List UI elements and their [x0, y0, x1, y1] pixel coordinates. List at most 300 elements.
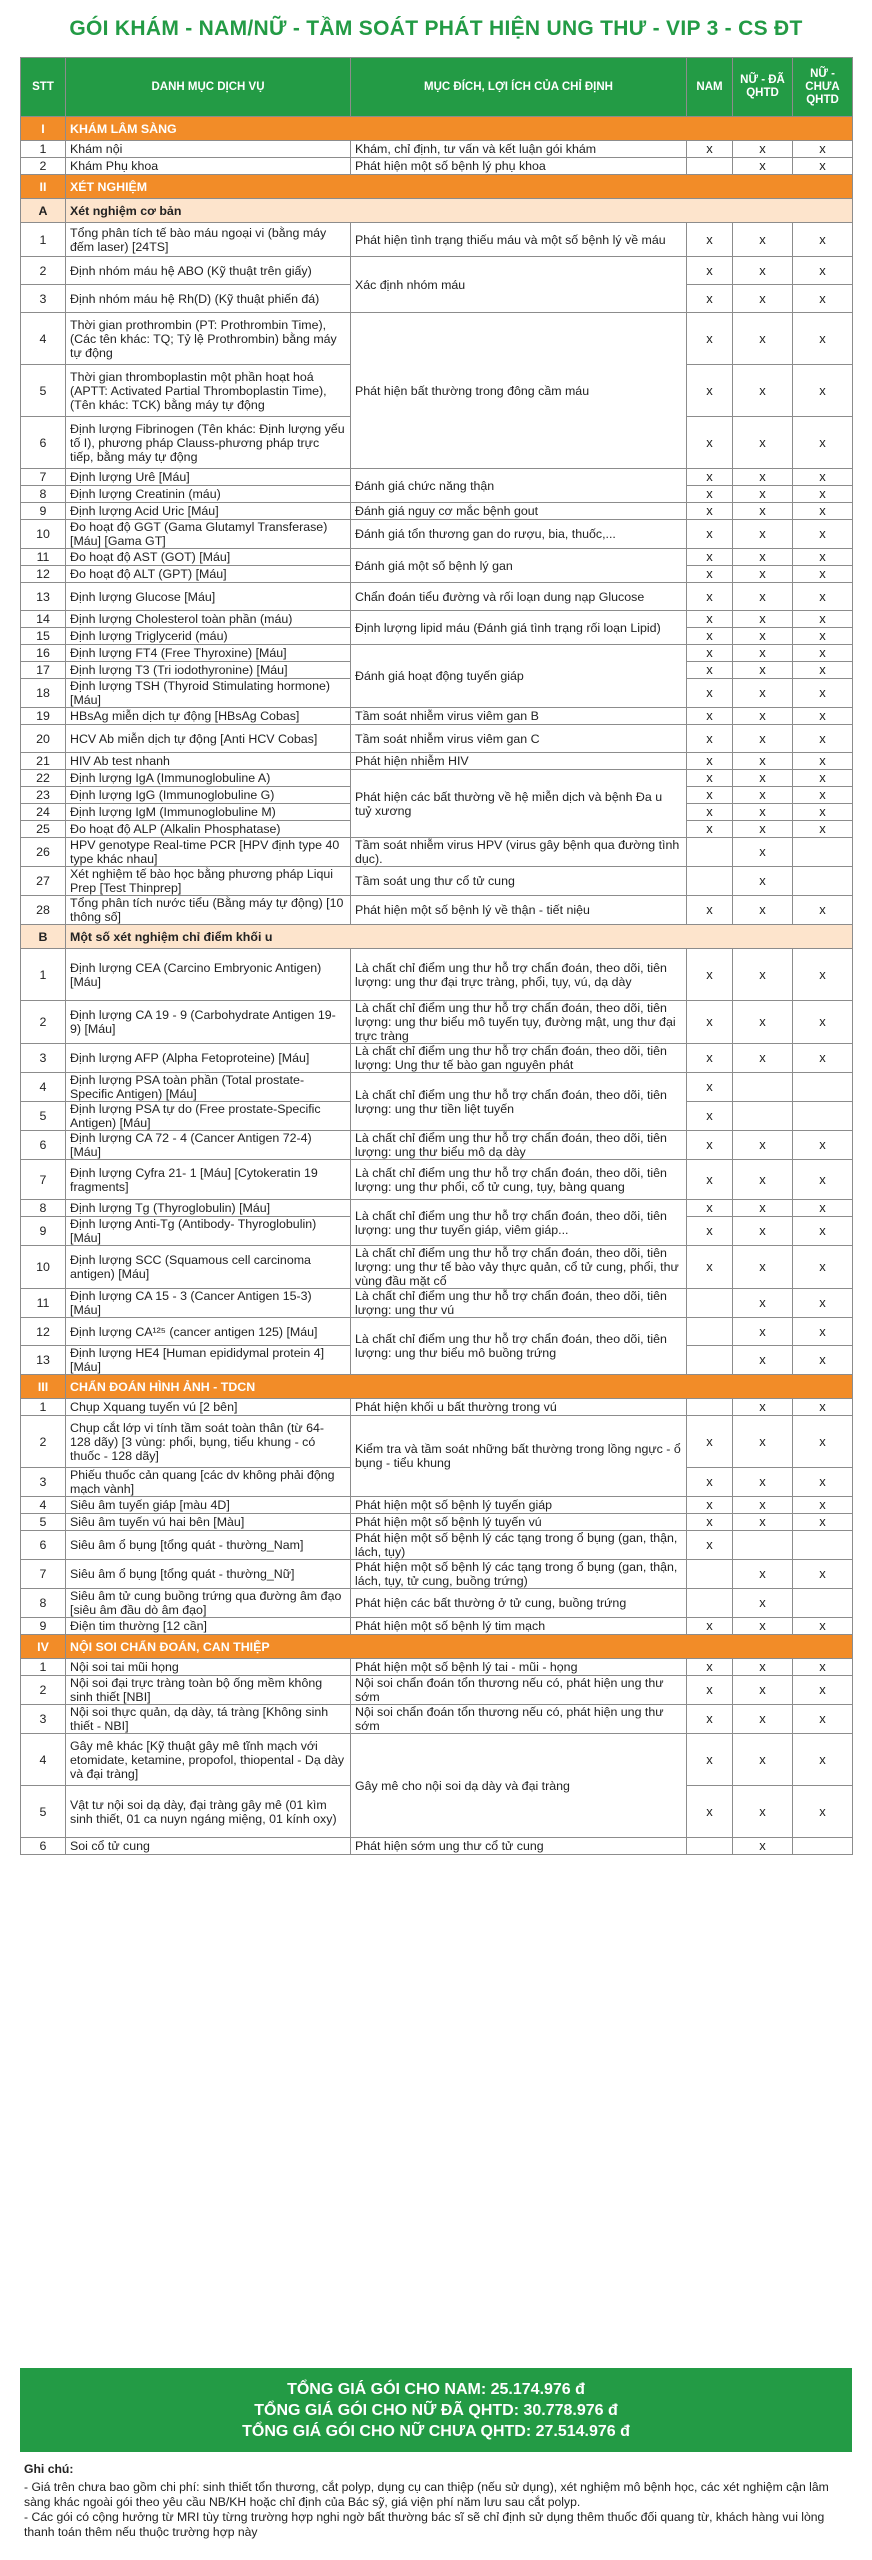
row-number: 12: [21, 1318, 66, 1346]
header-nu-da-qhtd: NỮ - ĐÃ QHTD: [733, 58, 793, 117]
mark-nu-da-qhtd: x: [733, 804, 793, 821]
service-name: Nội soi thực quản, dạ dày, tá tràng [Không sinh thiết - NBI]: [66, 1705, 351, 1734]
service-name: Định lượng Anti-Tg (Antibody- Thyroglobulin) [Máu]: [66, 1217, 351, 1246]
service-name: Phiếu thuốc cản quang [các dv không phải động mạch vành]: [66, 1468, 351, 1497]
mark-nu-chua-qhtd: x: [793, 285, 853, 313]
mark-nu-da-qhtd: x: [733, 1468, 793, 1497]
mark-nu-chua-qhtd: x: [793, 821, 853, 838]
section-number: I: [21, 117, 66, 141]
total-price-box: [20, 2368, 852, 2452]
section-number: B: [21, 925, 66, 949]
mark-nu-da-qhtd: x: [733, 662, 793, 679]
mark-nam: x: [687, 645, 733, 662]
mark-nam: [687, 1318, 733, 1346]
mark-nu-chua-qhtd: x: [793, 1560, 853, 1589]
service-name: Gây mê khác [Kỹ thuật gây mê tĩnh mạch với etomidate, ketamine, propofol, thiopental - Dạ dày và đại tràng]: [66, 1734, 351, 1786]
mark-nam: [687, 1289, 733, 1318]
table-header-row: [21, 58, 853, 117]
row-number: 3: [21, 285, 66, 313]
mark-nu-chua-qhtd: x: [793, 520, 853, 549]
mark-nu-chua-qhtd: x: [793, 645, 853, 662]
service-name: Đo hoạt độ AST (GOT) [Máu]: [66, 549, 351, 566]
service-name: Định lượng PSA tự do (Free prostate-Specific Antigen) [Máu]: [66, 1102, 351, 1131]
mark-nam: x: [687, 503, 733, 520]
service-table: [20, 57, 853, 1855]
service-purpose: Là chất chỉ điểm ung thư hỗ trợ chẩn đoán, theo dõi, tiên lượng: ung thư phổi, cổ tử cung, tụy, bàng quang: [351, 1160, 687, 1200]
row-number: 4: [21, 1734, 66, 1786]
row-number: 4: [21, 1497, 66, 1514]
mark-nam: [687, 1399, 733, 1416]
mark-nam: x: [687, 1734, 733, 1786]
service-name: Siêu âm tử cung buồng trứng qua đường âm đạo [siêu âm đầu dò âm đạo]: [66, 1589, 351, 1618]
service-row: [21, 1289, 853, 1318]
mark-nu-da-qhtd: x: [733, 417, 793, 469]
service-row: [21, 158, 853, 175]
mark-nam: x: [687, 566, 733, 583]
header-nam: NAM: [687, 58, 733, 117]
mark-nu-da-qhtd: x: [733, 257, 793, 285]
row-number: 1: [21, 223, 66, 257]
mark-nam: x: [687, 223, 733, 257]
mark-nu-chua-qhtd: x: [793, 1200, 853, 1217]
service-name: Định lượng SCC (Squamous cell carcinoma antigen) [Máu]: [66, 1246, 351, 1289]
mark-nam: x: [687, 804, 733, 821]
service-name: Tổng phân tích nước tiểu (Bằng máy tự động) [10 thông số]: [66, 896, 351, 925]
service-name: Đo hoạt độ GGT (Gama Glutamyl Transferase) [Máu] [Gama GT]: [66, 520, 351, 549]
row-number: 14: [21, 611, 66, 628]
service-row: [21, 1416, 853, 1468]
mark-nam: [687, 158, 733, 175]
mark-nu-chua-qhtd: [793, 1531, 853, 1560]
service-name: Định lượng Tg (Thyroglobulin) [Máu]: [66, 1200, 351, 1217]
row-number: 15: [21, 628, 66, 645]
service-purpose: Là chất chỉ điểm ung thư hỗ trợ chẩn đoán, theo dõi, tiên lượng: ung thư tiền liệt tuyến: [351, 1073, 687, 1131]
header-nu-chua-qhtd: NỮ - CHƯA QHTD: [793, 58, 853, 117]
row-number: 22: [21, 770, 66, 787]
row-number: 7: [21, 1560, 66, 1589]
row-number: 4: [21, 1073, 66, 1102]
service-purpose: Phát hiện một số bệnh lý tim mạch: [351, 1618, 687, 1635]
mark-nam: x: [687, 1001, 733, 1044]
row-number: 26: [21, 838, 66, 867]
service-name: Định lượng Cyfra 21- 1 [Máu] [Cytokeratin 19 fragments]: [66, 1160, 351, 1200]
mark-nu-chua-qhtd: x: [793, 566, 853, 583]
service-row: [21, 520, 853, 549]
service-row: [21, 708, 853, 725]
service-name: Định lượng CA 15 - 3 (Cancer Antigen 15-3) [Máu]: [66, 1289, 351, 1318]
mark-nu-chua-qhtd: x: [793, 141, 853, 158]
mark-nu-da-qhtd: x: [733, 313, 793, 365]
service-name: Định lượng Glucose [Máu]: [66, 583, 351, 611]
mark-nu-chua-qhtd: x: [793, 1318, 853, 1346]
mark-nu-chua-qhtd: x: [793, 804, 853, 821]
row-number: 8: [21, 1589, 66, 1618]
mark-nam: x: [687, 1200, 733, 1217]
row-number: 17: [21, 662, 66, 679]
mark-nu-da-qhtd: x: [733, 1416, 793, 1468]
service-name: HIV Ab test nhanh: [66, 753, 351, 770]
row-number: 16: [21, 645, 66, 662]
mark-nu-da-qhtd: x: [733, 725, 793, 753]
service-purpose: Là chất chỉ điểm ung thư hỗ trợ chẩn đoán, theo dõi, tiên lượng: Ung thư tế bào gan nguyên phát: [351, 1044, 687, 1073]
service-row: [21, 1131, 853, 1160]
mark-nu-chua-qhtd: x: [793, 1705, 853, 1734]
section-title: XÉT NGHIỆM: [66, 175, 853, 199]
mark-nu-chua-qhtd: [793, 1102, 853, 1131]
row-number: 27: [21, 867, 66, 896]
mark-nu-da-qhtd: x: [733, 1346, 793, 1375]
mark-nam: x: [687, 787, 733, 804]
row-number: 9: [21, 503, 66, 520]
mark-nu-da-qhtd: x: [733, 285, 793, 313]
mark-nam: x: [687, 1131, 733, 1160]
service-purpose: Khám, chỉ định, tư vấn và kết luận gói khám: [351, 141, 687, 158]
service-name: Siêu âm ổ bụng [tổng quát - thường_Nữ]: [66, 1560, 351, 1589]
mark-nam: [687, 867, 733, 896]
row-number: 8: [21, 486, 66, 503]
mark-nu-chua-qhtd: x: [793, 1676, 853, 1705]
service-name: Điện tim thường [12 cần]: [66, 1618, 351, 1635]
row-number: 2: [21, 1676, 66, 1705]
mark-nu-chua-qhtd: x: [793, 158, 853, 175]
mark-nu-da-qhtd: x: [733, 628, 793, 645]
mark-nu-chua-qhtd: x: [793, 1468, 853, 1497]
service-row: [21, 1001, 853, 1044]
mark-nam: x: [687, 549, 733, 566]
service-row: [21, 611, 853, 628]
mark-nam: x: [687, 469, 733, 486]
mark-nu-da-qhtd: [733, 1531, 793, 1560]
mark-nam: x: [687, 753, 733, 770]
section-number: IV: [21, 1635, 66, 1659]
mark-nu-da-qhtd: x: [733, 1734, 793, 1786]
row-number: 10: [21, 520, 66, 549]
mark-nu-chua-qhtd: x: [793, 770, 853, 787]
mark-nu-da-qhtd: x: [733, 223, 793, 257]
service-row: [21, 583, 853, 611]
mark-nu-da-qhtd: x: [733, 1399, 793, 1416]
row-number: 3: [21, 1468, 66, 1497]
service-name: Vật tư nội soi dạ dày, đại tràng gây mê (01 kìm sinh thiết, 01 ca nuyn ngáng miệng, 01 kính oxy): [66, 1786, 351, 1838]
total-price-nu-chua-qhtd: TỔNG GIÁ GÓI CHO NỮ CHƯA QHTD: 27.514.976 đ: [242, 2422, 630, 2440]
row-number: 25: [21, 821, 66, 838]
mark-nam: x: [687, 949, 733, 1001]
section-header-row: [21, 175, 853, 199]
mark-nu-da-qhtd: x: [733, 867, 793, 896]
mark-nu-da-qhtd: x: [733, 770, 793, 787]
service-name: Định lượng T3 (Tri iodothyronine) [Máu]: [66, 662, 351, 679]
service-purpose: Là chất chỉ điểm ung thư hỗ trợ chẩn đoán, theo dõi, tiên lượng: ung thư biểu mô dạ dày: [351, 1131, 687, 1160]
mark-nu-chua-qhtd: x: [793, 1131, 853, 1160]
mark-nam: x: [687, 520, 733, 549]
mark-nu-da-qhtd: x: [733, 1560, 793, 1589]
row-number: 19: [21, 708, 66, 725]
service-purpose: Là chất chỉ điểm ung thư hỗ trợ chẩn đoán, theo dõi, tiên lượng: ung thư đại trực tràng, phổi, tụy, vú, dạ dày: [351, 949, 687, 1001]
mark-nu-da-qhtd: x: [733, 679, 793, 708]
service-row: [21, 1399, 853, 1416]
service-row: [21, 896, 853, 925]
row-number: 28: [21, 896, 66, 925]
section-title: Một số xét nghiệm chỉ điểm khối u: [66, 925, 853, 949]
header-purpose: MỤC ĐÍCH, LỢI ÍCH CỦA CHỈ ĐỊNH: [351, 58, 687, 117]
mark-nam: x: [687, 486, 733, 503]
service-name: Định lượng CA 72 - 4 (Cancer Antigen 72-4) [Máu]: [66, 1131, 351, 1160]
mark-nam: x: [687, 1217, 733, 1246]
mark-nu-da-qhtd: x: [733, 1246, 793, 1289]
mark-nam: x: [687, 770, 733, 787]
mark-nu-da-qhtd: x: [733, 838, 793, 867]
service-purpose: Phát hiện các bất thường về hệ miễn dịch và bệnh Đa u tuỷ xương: [351, 770, 687, 838]
service-row: [21, 1589, 853, 1618]
service-name: Khám nội: [66, 141, 351, 158]
service-purpose: Phát hiện một số bệnh lý các tạng trong ổ bụng (gan, thận, lách, tụy): [351, 1531, 687, 1560]
mark-nam: x: [687, 1497, 733, 1514]
mark-nu-da-qhtd: x: [733, 1131, 793, 1160]
mark-nu-chua-qhtd: x: [793, 1416, 853, 1468]
mark-nam: x: [687, 1705, 733, 1734]
service-row: [21, 1514, 853, 1531]
mark-nu-chua-qhtd: x: [793, 896, 853, 925]
mark-nam: [687, 1346, 733, 1375]
mark-nam: x: [687, 725, 733, 753]
section-title: CHẨN ĐOÁN HÌNH ẢNH - TDCN: [66, 1375, 853, 1399]
service-row: [21, 1497, 853, 1514]
service-purpose: Phát hiện một số bệnh lý tuyến vú: [351, 1514, 687, 1531]
mark-nu-chua-qhtd: [793, 838, 853, 867]
mark-nam: x: [687, 1073, 733, 1102]
mark-nu-da-qhtd: x: [733, 1786, 793, 1838]
service-purpose: Kiểm tra và tầm soát những bất thường trong lồng ngực - ổ bụng - tiểu khung: [351, 1416, 687, 1497]
mark-nu-chua-qhtd: x: [793, 1346, 853, 1375]
service-row: [21, 753, 853, 770]
row-number: 20: [21, 725, 66, 753]
service-name: Định lượng CA¹²⁵ (cancer antigen 125) [Máu]: [66, 1318, 351, 1346]
service-name: Định lượng HE4 [Human epididymal protein 4] [Máu]: [66, 1346, 351, 1375]
service-row: [21, 867, 853, 896]
mark-nu-chua-qhtd: x: [793, 725, 853, 753]
mark-nam: x: [687, 141, 733, 158]
service-name: HCV Ab miễn dịch tự động [Anti HCV Cobas]: [66, 725, 351, 753]
row-number: 5: [21, 1514, 66, 1531]
mark-nu-da-qhtd: x: [733, 1200, 793, 1217]
service-row: [21, 257, 853, 285]
service-purpose: Tầm soát ung thư cổ tử cung: [351, 867, 687, 896]
table-body: [21, 117, 853, 1855]
mark-nu-chua-qhtd: x: [793, 1618, 853, 1635]
mark-nu-chua-qhtd: x: [793, 313, 853, 365]
service-name: Định lượng Creatinin (máu): [66, 486, 351, 503]
mark-nam: x: [687, 417, 733, 469]
row-number: 2: [21, 158, 66, 175]
mark-nu-chua-qhtd: x: [793, 223, 853, 257]
service-row: [21, 645, 853, 662]
mark-nu-chua-qhtd: x: [793, 753, 853, 770]
mark-nu-chua-qhtd: x: [793, 679, 853, 708]
mark-nu-chua-qhtd: x: [793, 1001, 853, 1044]
row-number: 6: [21, 1838, 66, 1855]
service-name: Định lượng CEA (Carcino Embryonic Antigen) [Máu]: [66, 949, 351, 1001]
mark-nu-da-qhtd: x: [733, 1160, 793, 1200]
service-row: [21, 949, 853, 1001]
service-name: Nội soi tai mũi họng: [66, 1659, 351, 1676]
service-purpose: Phát hiện sớm ung thư cổ tử cung: [351, 1838, 687, 1855]
mark-nu-chua-qhtd: x: [793, 549, 853, 566]
row-number: 24: [21, 804, 66, 821]
service-purpose: Phát hiện các bất thường ở tử cung, buồng trứng: [351, 1589, 687, 1618]
service-name: Chụp Xquang tuyến vú [2 bên]: [66, 1399, 351, 1416]
service-row: [21, 1560, 853, 1589]
mark-nam: x: [687, 583, 733, 611]
mark-nu-chua-qhtd: x: [793, 365, 853, 417]
service-row: [21, 770, 853, 787]
row-number: 5: [21, 365, 66, 417]
mark-nu-chua-qhtd: x: [793, 949, 853, 1001]
row-number: 2: [21, 1001, 66, 1044]
mark-nu-da-qhtd: x: [733, 1001, 793, 1044]
service-purpose: Phát hiện một số bệnh lý tuyến giáp: [351, 1497, 687, 1514]
service-purpose: Gây mê cho nội soi dạ dày và đại tràng: [351, 1734, 687, 1838]
mark-nu-da-qhtd: x: [733, 365, 793, 417]
service-row: [21, 1531, 853, 1560]
mark-nu-chua-qhtd: x: [793, 1399, 853, 1416]
service-purpose: Phát hiện bất thường trong đông cầm máu: [351, 313, 687, 469]
row-number: 7: [21, 469, 66, 486]
mark-nu-chua-qhtd: x: [793, 662, 853, 679]
service-name: Xét nghiệm tế bào học bằng phương pháp Liqui Prep [Test Thinprep]: [66, 867, 351, 896]
section-title: KHÁM LÂM SÀNG: [66, 117, 853, 141]
mark-nu-da-qhtd: x: [733, 821, 793, 838]
mark-nam: x: [687, 1468, 733, 1497]
mark-nam: x: [687, 1246, 733, 1289]
subsection-header-row: [21, 925, 853, 949]
service-purpose: Đánh giá chức năng thận: [351, 469, 687, 503]
total-price-nam: TỔNG GIÁ GÓI CHO NAM: 25.174.976 đ: [287, 2380, 585, 2398]
mark-nu-da-qhtd: x: [733, 1659, 793, 1676]
mark-nu-chua-qhtd: [793, 867, 853, 896]
service-name: HBsAg miễn dịch tự động [HBsAg Cobas]: [66, 708, 351, 725]
service-purpose: Đánh giá hoạt động tuyến giáp: [351, 645, 687, 708]
row-number: 2: [21, 1416, 66, 1468]
mark-nu-da-qhtd: x: [733, 1044, 793, 1073]
service-row: [21, 1160, 853, 1200]
service-purpose: Đánh giá một số bệnh lý gan: [351, 549, 687, 583]
service-purpose: Là chất chỉ điểm ung thư hỗ trợ chẩn đoán, theo dõi, tiên lượng: ung thư tuyến giáp, viêm giáp...: [351, 1200, 687, 1246]
section-header-row: [21, 1635, 853, 1659]
mark-nu-chua-qhtd: x: [793, 257, 853, 285]
mark-nam: x: [687, 896, 733, 925]
service-row: [21, 1200, 853, 1217]
mark-nu-da-qhtd: x: [733, 753, 793, 770]
mark-nam: x: [687, 257, 733, 285]
header-stt: STT: [21, 58, 66, 117]
mark-nu-chua-qhtd: [793, 1589, 853, 1618]
mark-nu-chua-qhtd: [793, 1838, 853, 1855]
service-name: Định lượng TSH (Thyroid Stimulating hormone) [Máu]: [66, 679, 351, 708]
service-name: Chụp cắt lớp vi tính tầm soát toàn thân (từ 64- 128 dãy) [3 vùng: phổi, bụng, tiểu khung - có thuốc - 128 dãy]: [66, 1416, 351, 1468]
mark-nam: x: [687, 1514, 733, 1531]
mark-nu-da-qhtd: x: [733, 583, 793, 611]
service-row: [21, 503, 853, 520]
service-row: [21, 1705, 853, 1734]
mark-nu-da-qhtd: x: [733, 1217, 793, 1246]
service-row: [21, 1659, 853, 1676]
mark-nu-da-qhtd: x: [733, 1838, 793, 1855]
row-number: 6: [21, 1131, 66, 1160]
mark-nu-da-qhtd: x: [733, 469, 793, 486]
mark-nam: [687, 838, 733, 867]
mark-nam: x: [687, 708, 733, 725]
row-number: 4: [21, 313, 66, 365]
service-name: Định lượng Cholesterol toàn phần (máu): [66, 611, 351, 628]
mark-nu-da-qhtd: x: [733, 645, 793, 662]
mark-nam: x: [687, 821, 733, 838]
row-number: 3: [21, 1044, 66, 1073]
mark-nam: x: [687, 1659, 733, 1676]
mark-nu-da-qhtd: x: [733, 787, 793, 804]
service-name: Định lượng IgG (Immunoglobuline G): [66, 787, 351, 804]
mark-nu-da-qhtd: x: [733, 141, 793, 158]
service-name: Nội soi đại trực tràng toàn bộ ống mềm không sinh thiết [NBI]: [66, 1676, 351, 1705]
service-purpose: Phát hiện tình trạng thiếu máu và một số bệnh lý về máu: [351, 223, 687, 257]
service-name: Đo hoạt độ ALP (Alkalin Phosphatase): [66, 821, 351, 838]
mark-nam: x: [687, 662, 733, 679]
service-row: [21, 1676, 853, 1705]
mark-nu-chua-qhtd: [793, 1073, 853, 1102]
note-line: - Giá trên chưa bao gồm chi phí: sinh thiết tổn thương, cắt polyp, dụng cụ can thiệp (nếu sử dụng), xét nghiệm mô bệnh học, các xét nghiệm cận lâm sàng khác ngoài gói theo yêu cầu NB/KH hoặc chỉ định của Bác sỹ, giá viện phí năm lưu sau cắt polyp.: [24, 2480, 829, 2509]
service-row: [21, 1838, 853, 1855]
row-number: 13: [21, 1346, 66, 1375]
mark-nu-chua-qhtd: x: [793, 417, 853, 469]
service-name: Định lượng Fibrinogen (Tên khác: Định lượng yếu tố I), phương pháp Clauss-phương pháp trực tiếp, bằng máy tự động: [66, 417, 351, 469]
mark-nu-chua-qhtd: x: [793, 1497, 853, 1514]
row-number: 5: [21, 1102, 66, 1131]
service-name: Định nhóm máu hệ ABO (Kỹ thuật trên giấy): [66, 257, 351, 285]
row-number: 10: [21, 1246, 66, 1289]
section-title: Xét nghiệm cơ bản: [66, 199, 853, 223]
notes: [24, 2462, 850, 2540]
service-name: Định lượng IgM (Immunoglobuline M): [66, 804, 351, 821]
service-purpose: Xác định nhóm máu: [351, 257, 687, 313]
note-line: - Các gói có cộng hưởng từ MRI tùy từng trường hợp nghi ngờ bất thường bác sĩ sẽ chỉ định sử dụng thêm thuốc đối quang từ, khách hàng vui lòng thanh toán thêm nếu thuộc trường hợp này: [24, 2510, 825, 2539]
row-number: 13: [21, 583, 66, 611]
row-number: 6: [21, 417, 66, 469]
mark-nu-da-qhtd: x: [733, 896, 793, 925]
service-row: [21, 469, 853, 486]
section-number: II: [21, 175, 66, 199]
service-row: [21, 1246, 853, 1289]
mark-nu-da-qhtd: x: [733, 503, 793, 520]
mark-nam: x: [687, 1618, 733, 1635]
page-title: GÓI KHÁM - NAM/NỮ - TẦM SOÁT PHÁT HIỆN UNG THƯ - VIP 3 - CS ĐT: [69, 17, 803, 40]
service-row: [21, 1044, 853, 1073]
mark-nam: x: [687, 679, 733, 708]
row-number: 3: [21, 1705, 66, 1734]
mark-nam: x: [687, 1531, 733, 1560]
mark-nu-da-qhtd: x: [733, 1497, 793, 1514]
mark-nu-da-qhtd: x: [733, 1618, 793, 1635]
row-number: 2: [21, 257, 66, 285]
section-header-row: [21, 117, 853, 141]
mark-nu-chua-qhtd: x: [793, 1217, 853, 1246]
mark-nu-da-qhtd: x: [733, 949, 793, 1001]
service-purpose: Là chất chỉ điểm ung thư hỗ trợ chẩn đoán, theo dõi, tiên lượng: ung thư biểu mô buồng trứng: [351, 1318, 687, 1375]
subsection-header-row: [21, 199, 853, 223]
service-purpose: Phát hiện một số bệnh lý tai - mũi - họng: [351, 1659, 687, 1676]
mark-nu-da-qhtd: x: [733, 520, 793, 549]
service-purpose: Tầm soát nhiễm virus viêm gan B: [351, 708, 687, 725]
mark-nam: x: [687, 628, 733, 645]
service-purpose: Định lượng lipid máu (Đánh giá tình trạng rối loạn Lipid): [351, 611, 687, 645]
